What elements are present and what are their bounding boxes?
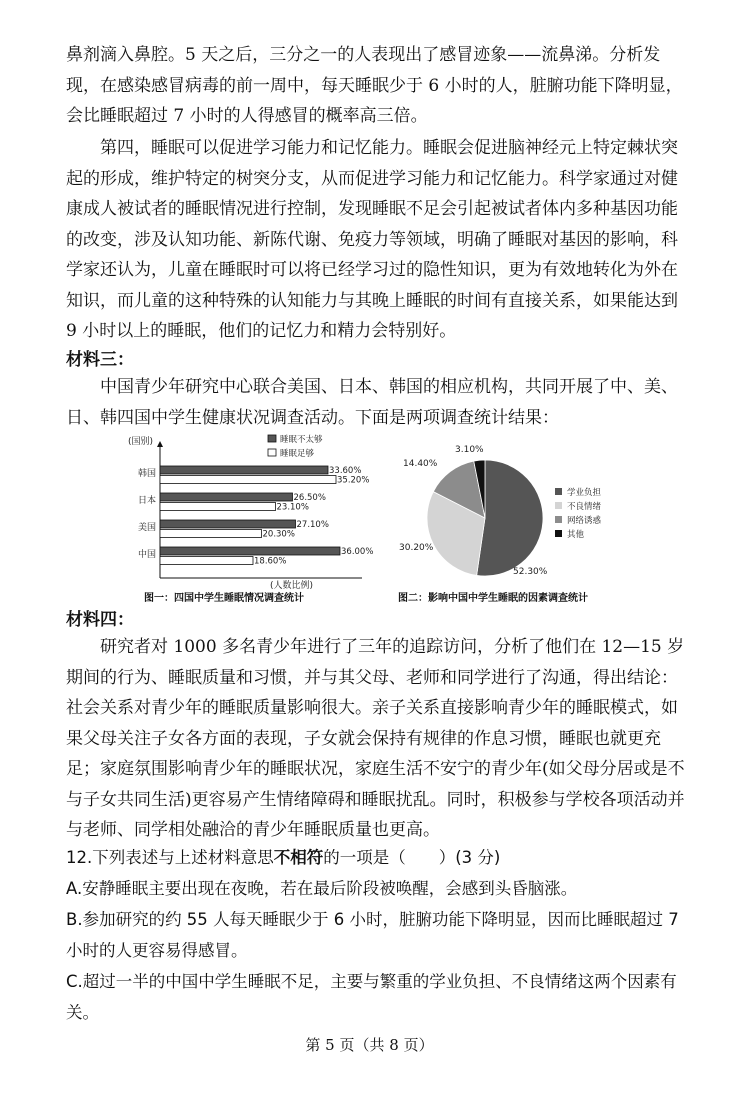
pie-legend-label-0: 学业负担 xyxy=(567,488,602,498)
x-axis-title: (人数比例) xyxy=(270,581,314,591)
bar-3-1 xyxy=(160,557,253,565)
pie-legend-swatch-0 xyxy=(555,488,562,495)
figure-2-caption: 图二：影响中国中学生睡眠的因素调查统计 xyxy=(398,593,588,604)
pie-legend-label-2: 网络诱惑 xyxy=(567,516,602,526)
bar-1-0 xyxy=(160,493,293,501)
pie-slice-0 xyxy=(477,460,543,576)
bar-3-0 xyxy=(160,547,340,555)
pie-label-2: 14.40% xyxy=(403,459,438,469)
bar-label-0-0: 33.60% xyxy=(329,466,362,476)
bar-label-1-1: 23.10% xyxy=(276,502,309,513)
question-stem-part1: 12.下列表述与上述材料意思 xyxy=(66,848,274,867)
legend-label-1: 睡眠足够 xyxy=(280,449,315,459)
pie-label-1: 30.20% xyxy=(399,543,434,553)
bar-0-0 xyxy=(160,466,328,474)
paragraph-social-relations: 研究者对 1000 多名青少年进行了三年的追踪访问，分析了他们在 12—15 岁期间的行为、睡眠质量和习惯，并与其父母、老师和同学进行了沟通，得出结论：社会关系对青少年的睡眠质量影响很大。亲子关系直接影响青少年的睡眠模式，如果父母关注子女各方面的表现，子女就会保持有规律的作息习惯，睡眠也就更充足；家庭氛围影响青少年的睡眠状况，家庭生活不安宁的青少年(如父母分居或是不与子女共同生活)更容易产生情绪障碍和睡眠扰乱。同时，积极参与学校各项活动并与老师、同学相处融洽的青少年睡眠质量也更高。 xyxy=(66,637,685,840)
bar-label-3-1: 18.60% xyxy=(254,556,287,567)
option-b: B.参加研究的约 55 人每天睡眠少于 6 小时，脏腑功能下降明显，因而比睡眠超过 7 小时的人更容易得感冒。 xyxy=(66,910,679,960)
paragraph-survey-intro: 中国青少年研究中心联合美国、日本、韩国的相应机构，共同开展了中、美、日、韩四国中学生健康状况调查活动。下面是两项调查统计结果： xyxy=(66,377,678,428)
bar-label-2-1: 20.30% xyxy=(262,529,295,540)
bar-label-0-1: 35.20% xyxy=(337,475,370,486)
category-label-0: 韩国 xyxy=(137,469,156,479)
pie-legend-label-3: 其他 xyxy=(567,530,585,540)
category-label-2: 美国 xyxy=(137,523,156,533)
bar-1-1 xyxy=(160,503,276,511)
heading-material-4: 材料四： xyxy=(66,610,134,630)
y-axis-title: (国别) xyxy=(128,437,154,447)
page-footer: 第 5 页（共 8 页） xyxy=(305,1036,434,1054)
pie-legend-swatch-3 xyxy=(555,530,562,537)
bar-label-2-0: 27.10% xyxy=(296,520,329,530)
question-stem-emphasis: 不相符 xyxy=(273,848,324,867)
legend-swatch-0 xyxy=(268,435,276,442)
paragraph-cold-study: 鼻剂滴入鼻腔。5 天之后，三分之一的人表现出了感冒迹象——流鼻涕。分析发现，在感染感冒病毒的前一周中，每天睡眠少于 6 小时的人，脏腑功能下降明显，会比睡眠超过 7 小时的人得感冒的概率高三倍。 xyxy=(66,45,683,126)
question-12-stem xyxy=(66,842,686,873)
bar-label-1-0: 26.50% xyxy=(293,493,326,503)
legend-label-0: 睡眠不太够 xyxy=(280,435,323,445)
pie-chart-sleep-factors xyxy=(395,436,655,586)
bar-2-1 xyxy=(160,530,262,538)
pie-legend-swatch-1 xyxy=(555,502,562,509)
y-axis-arrow xyxy=(157,441,163,447)
category-label-1: 日本 xyxy=(137,496,156,506)
question-stem-part2: 的一项是（ ）(3 分) xyxy=(323,848,501,867)
paragraph-learning-memory: 第四，睡眠可以促进学习能力和记忆能力。睡眠会促进脑神经元上特定棘状突起的形成，维护特定的树突分支，从而促进学习能力和记忆能力。科学家通过对健康成人被试者的睡眠情况进行控制，发现睡眠不足会引起被试者体内多种基因功能的改变，涉及认知功能、新陈代谢、免疫力等领域，明确了睡眠对基因的影响，科学家还认为，儿童在睡眠时可以将已经学习过的隐性知识，更为有效地转化为外在知识，而儿童的这种特殊的认知能力与其晚上睡眠的时间有直接关系，如果能达到 9 小时以上的睡眠，他们的记忆力和精力会特别好。 xyxy=(66,138,678,341)
bar-chart-four-countries xyxy=(120,432,374,592)
option-c: C.超过一半的中国中学生睡眠不足，主要与繁重的学业负担、不良情绪这两个因素有关。 xyxy=(66,972,677,1022)
pie-legend-swatch-2 xyxy=(555,516,562,523)
figure-1-caption: 图一：四国中学生睡眠情况调查统计 xyxy=(144,593,304,604)
category-label-3: 中国 xyxy=(137,550,156,560)
bar-label-3-0: 36.00% xyxy=(341,547,374,557)
heading-material-3: 材料三： xyxy=(66,350,134,370)
pie-legend-label-1: 不良情绪 xyxy=(567,502,602,512)
bar-2-0 xyxy=(160,520,296,528)
legend-swatch-1 xyxy=(268,449,276,456)
bar-0-1 xyxy=(160,476,336,484)
pie-label-0: 52.30% xyxy=(513,567,548,577)
pie-label-3: 3.10% xyxy=(455,445,484,455)
option-a: A.安静睡眠主要出现在夜晚，若在最后阶段被唤醒，会感到头昏脑涨。 xyxy=(66,879,578,898)
